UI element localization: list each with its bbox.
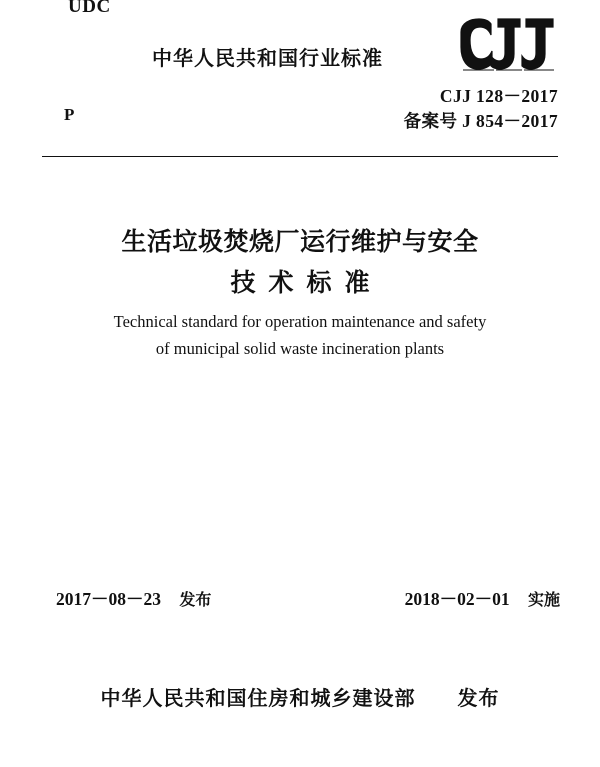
- effective-date: 2018－02－01: [404, 589, 510, 609]
- publisher-name: 中华人民共和国住房和城乡建设部: [100, 686, 416, 710]
- header-divider: [42, 156, 558, 157]
- title-en-line1: Technical standard for operation maintenance and safety: [113, 312, 487, 331]
- date-row: [56, 586, 560, 611]
- title-cn-line1: 生活垃圾焚烧厂运行维护与安全: [121, 227, 479, 256]
- page-subtitle: [0, 309, 600, 362]
- series-title: 中华人民共和国行业标准: [152, 46, 383, 70]
- issue-date-group: [56, 586, 211, 611]
- title-cn-line2: 技术标准: [230, 267, 383, 297]
- issue-date-label: 发布: [179, 590, 212, 609]
- issue-date: 2017－08－23: [56, 589, 161, 609]
- category-mark: P: [64, 105, 75, 124]
- udc-label: UDC: [68, 0, 111, 17]
- effective-date-group: [405, 586, 560, 611]
- standard-identifiers: [404, 84, 558, 135]
- publisher-action: 发布: [457, 686, 500, 710]
- page-title: [0, 222, 600, 303]
- publisher-row: [0, 682, 600, 711]
- effective-date-label: 实施: [527, 590, 560, 609]
- record-number: 备案号 J 854－2017: [403, 111, 558, 132]
- standard-number: CJJ 128－2017: [439, 86, 558, 106]
- cjj-logo-icon: [458, 18, 558, 78]
- title-en-line2: of municipal solid waste incineration plants: [155, 338, 445, 358]
